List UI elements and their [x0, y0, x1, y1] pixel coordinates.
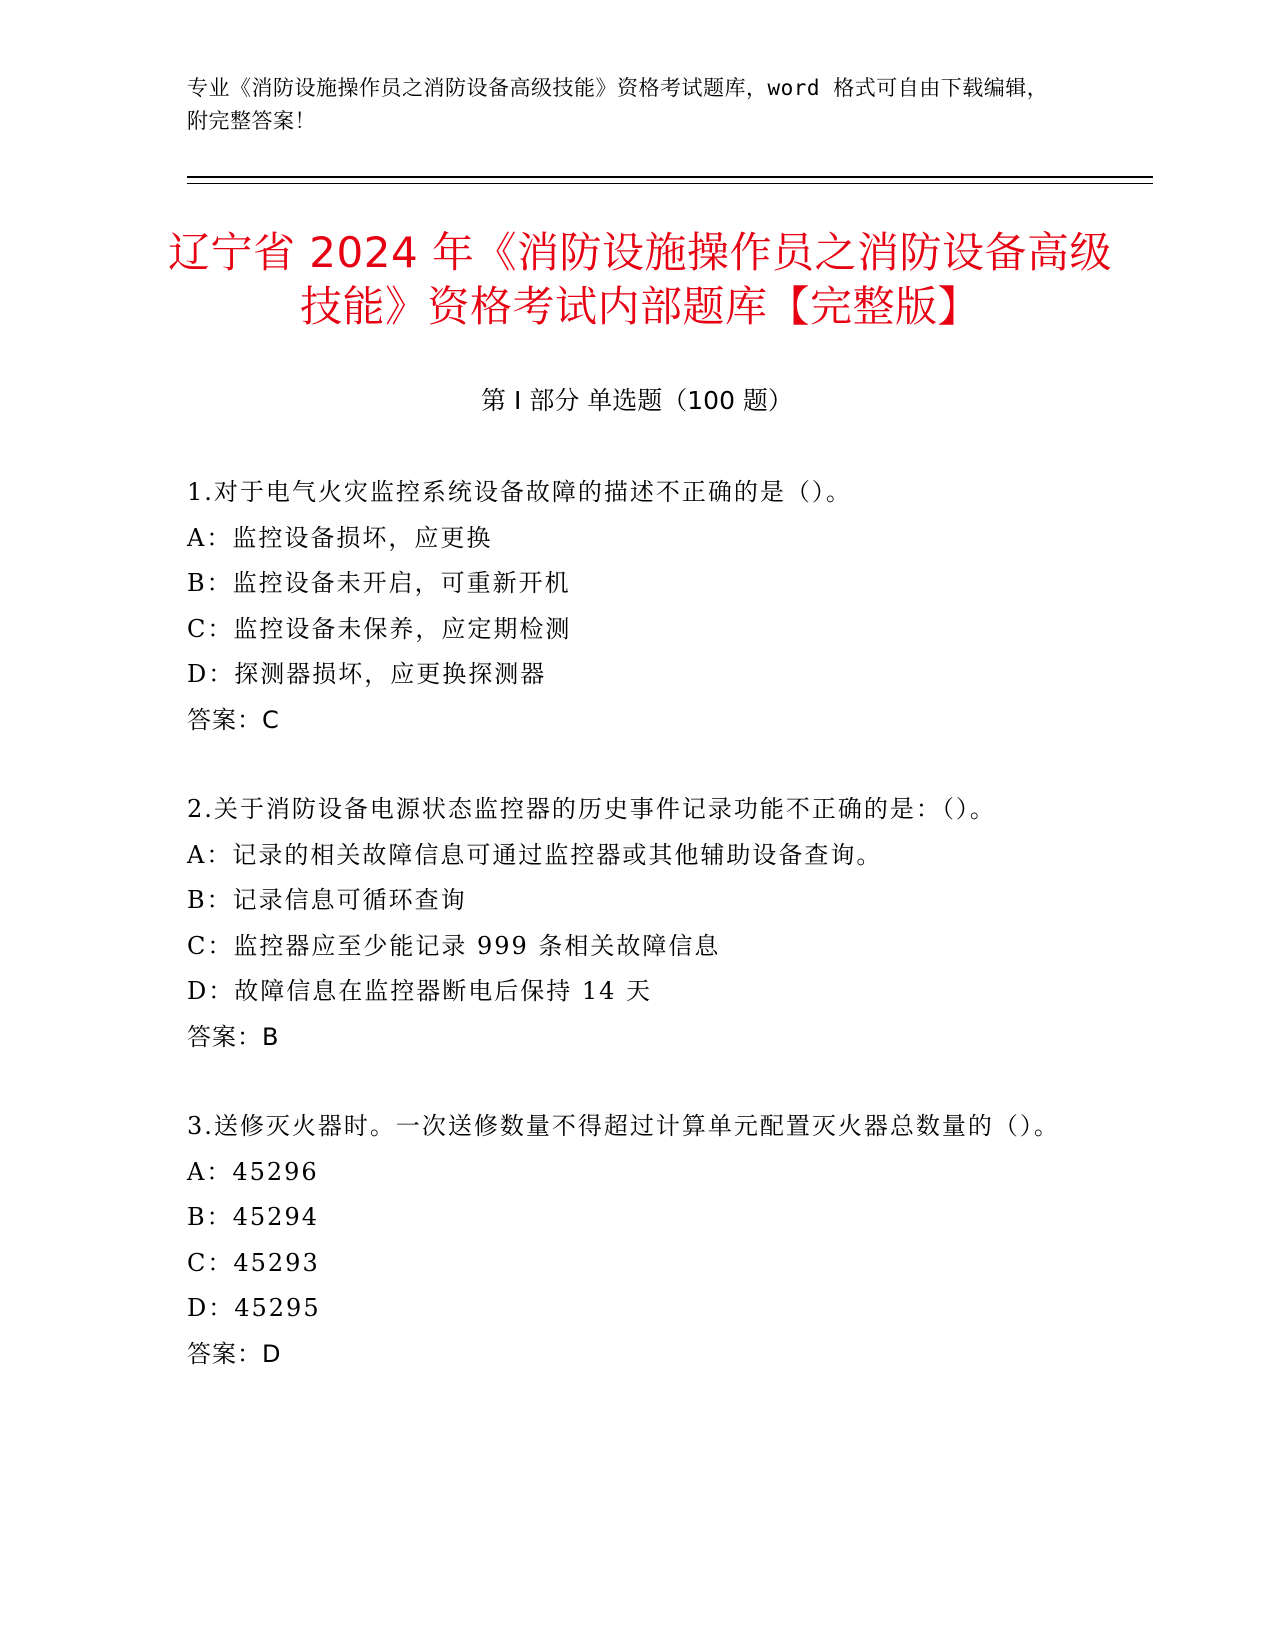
header-note: 专业《消防设施操作员之消防设备高级技能》资格考试题库，word 格式可自由下载编辑，附完整答案！	[187, 76, 1049, 133]
option-c: C：监控器应至少能记录 999 条相关故障信息	[187, 931, 721, 960]
option-d: D：45295	[187, 1294, 321, 1322]
answer: 答案：D	[187, 1339, 282, 1368]
option-b: B：记录信息可循环查询	[187, 886, 467, 914]
question-stem: 1.对于电气火灾监控系统设备故障的描述不正确的是（）。	[187, 478, 852, 506]
option-b: B：45294	[187, 1203, 319, 1231]
answer: 答案：B	[187, 1022, 280, 1051]
option-d: D：故障信息在监控器断电后保持 14 天	[187, 977, 653, 1005]
document-title: 辽宁省 2024 年《消防设施操作员之消防设备高级技能》资格考试内部题库【完整版】	[167, 228, 1113, 331]
option-c: C：监控设备未保养，应定期检测	[187, 614, 572, 643]
header-rule-thick	[187, 176, 1153, 178]
question-stem: 3.送修灭火器时。一次送修数量不得超过计算单元配置灭火器总数量的（）。	[187, 1112, 1060, 1140]
answer: 答案：C	[187, 705, 280, 734]
option-b: B：监控设备未开启，可重新开机	[187, 569, 571, 597]
option-c: C：45293	[187, 1248, 320, 1277]
option-a: A：监控设备损坏，应更换	[187, 523, 493, 552]
question-list	[187, 470, 1067, 1421]
option-a: A：记录的相关故障信息可通过监控器或其他辅助设备查询。	[187, 840, 883, 869]
header-rule-thin	[187, 183, 1153, 184]
question-stem: 2.关于消防设备电源状态监控器的历史事件记录功能不正确的是：（）。	[187, 795, 996, 823]
question-item	[187, 470, 1067, 743]
option-d: D：探测器损坏，应更换探测器	[187, 660, 547, 688]
option-a: A：45296	[187, 1157, 319, 1186]
question-item	[187, 1104, 1067, 1377]
section-title: 第 I 部分 单选题（100 题）	[481, 386, 793, 415]
question-item	[187, 787, 1067, 1060]
